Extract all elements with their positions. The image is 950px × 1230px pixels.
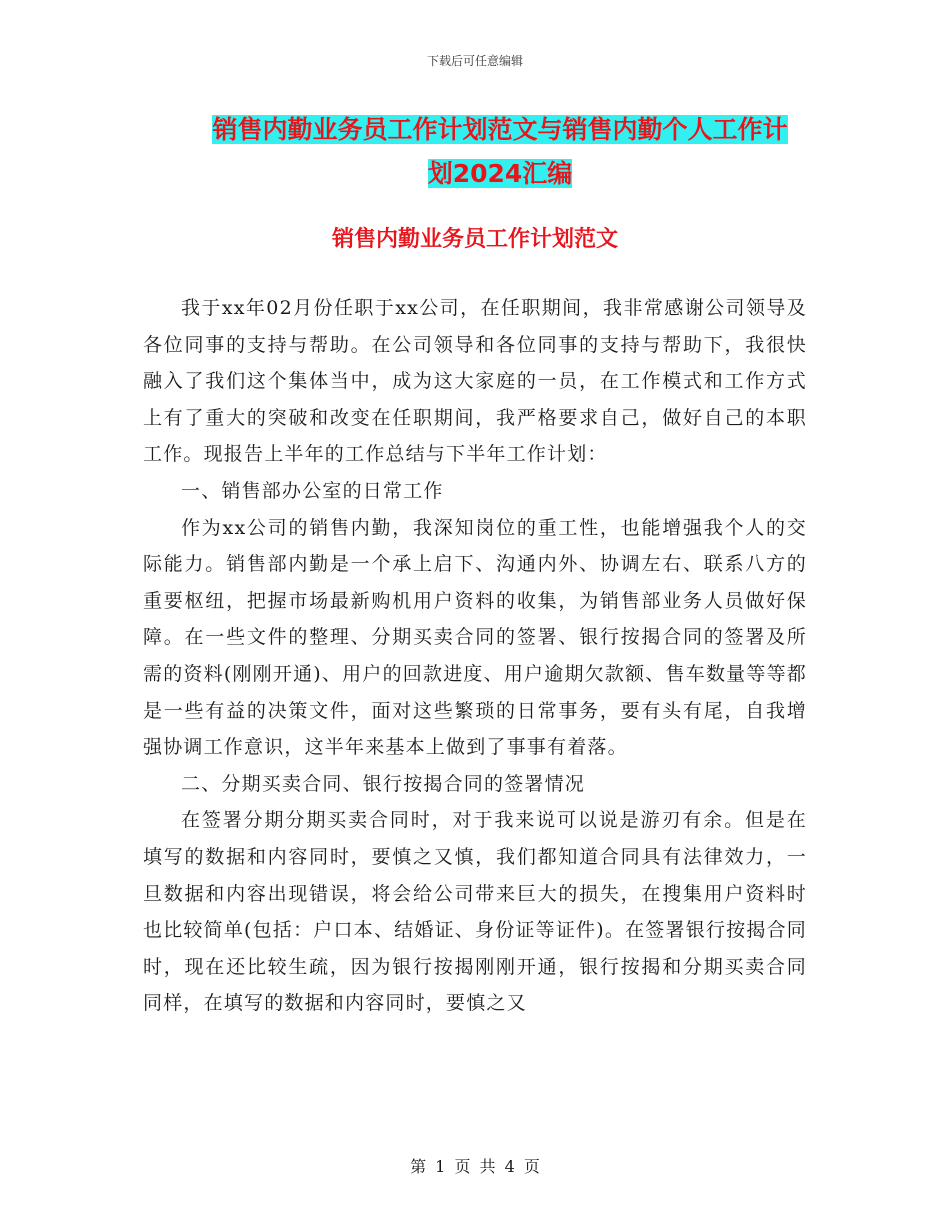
section-title: 销售内勤业务员工作计划范文 (331, 227, 618, 252)
paragraph-office-daily-work: 作为xx公司的销售内勤，我深知岗位的重工性，也能增强我个人的交际能力。销售部内勤是一个承上启下、沟通内外、协调左右、联系八方的重要枢纽，把握市场最新购机用户资料的收集，为销售部业务人员做好保障。在一些文件的整理、分期买卖合同的签署、银行按揭合同的签署及所需的资料(刚刚开通)、用户的回款进度、用户逾期欠款额、售车数量等等都是一些有益的决策文件，面对这些繁琐的日常事务，要有头有尾，自我增强协调工作意识，这半年来基本上做到了事事有着落。 (143, 516, 807, 759)
document-title-line-2: 划2024汇编 (427, 159, 573, 188)
heading-office-daily-work: 一、销售部办公室的日常工作 (181, 479, 444, 502)
header-note: 下载后可任意编辑 (426, 54, 523, 68)
document-title (190, 108, 810, 196)
document-body (143, 290, 807, 1022)
document-title-line-1: 销售内勤业务员工作计划范文与销售内勤个人工作计 (212, 115, 788, 144)
page-number-footer: 第 1 页 共 4 页 (410, 1157, 540, 1176)
paragraph-intro: 我于xx年02月份任职于xx公司，在任职期间，我非常感谢公司领导及各位同事的支持与帮助。在公司领导和各位同事的支持与帮助下，我很快融入了我们这个集体当中，成为这大家庭的一员，在工作模式和工作方式上有了重大的突破和改变在任职期间，我严格要求自己，做好自己的本职工作。现报告上半年的工作总结与下半年工作计划： (143, 297, 807, 466)
paragraph-contract-signing: 在签署分期分期买卖合同时，对于我来说可以说是游刃有余。但是在填写的数据和内容同时，要慎之又慎，我们都知道合同具有法律效力，一旦数据和内容出现错误，将会给公司带来巨大的损失，在搜集用户资料时也比较简单(包括：户口本、结婚证、身份证等证件)。在签署银行按揭合同时，现在还比较生疏，因为银行按揭刚刚开通，银行按揭和分期买卖合同同样，在填写的数据和内容同时，要慎之又 (143, 809, 807, 1015)
heading-contract-signing: 二、分期买卖合同、银行按揭合同的签署情况 (181, 772, 586, 795)
